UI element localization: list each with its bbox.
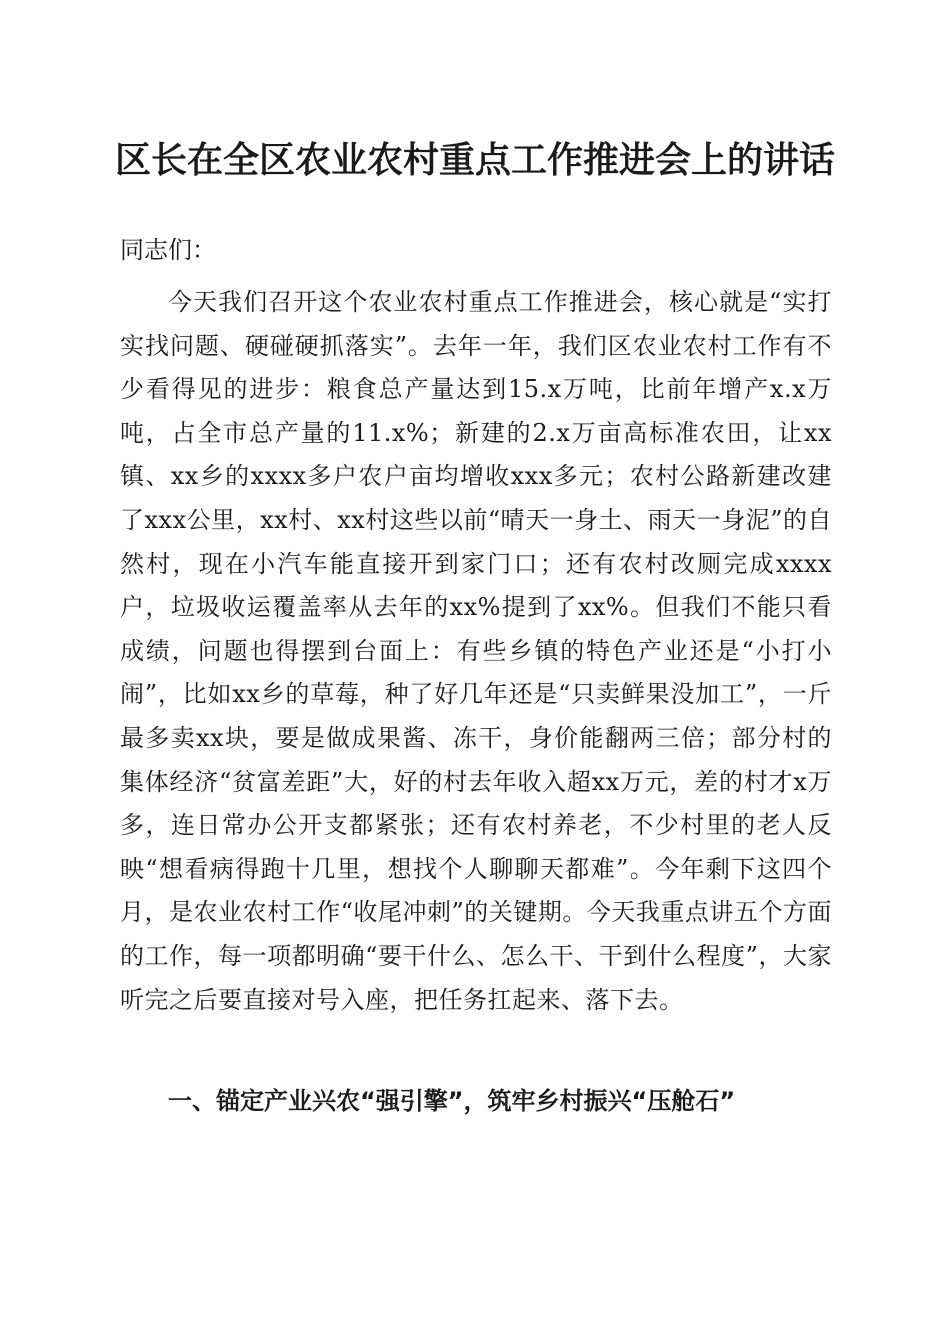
intro-paragraph: 今天我们召开这个农业农村重点工作推进会，核心就是“实打实找问题、硬碰硬抓落实”。去年一年，我们区农业农村工作有不少看得见的进步：粮食总产量达到15.x万吨，比前年增产x.x万吨，占全市总产量的11.x%；新建的2.x万亩高标准农田，让xx镇、xx乡的xxxx多户农户亩均增收xxx多元；农村公路新建改建了xxx公里，xx村、xx村这些以前“晴天一身土、雨天一身泥”的自然村，现在小汽车能直接开到家门口；还有农村改厕完成xxxx户，垃圾收运覆盖率从去年的xx%提到了xx%。但我们不能只看成绩，问题也得摆到台面上：有些乡镇的特色产业还是“小打小闹”，比如xx乡的草莓，种了好几年还是“只卖鲜果没加工”，一斤最多卖xx块，要是做成果酱、冻干，身价能翻两三倍；部分村的集体经济“贫富差距”大，好的村去年收入超xx万元，差的村才x万多，连日常办公开支都紧张；还有农村养老，不少村里的老人反映“想看病得跑十几里，想找个人聊聊天都难”。今年剩下这四个月，是农业农村工作“收尾冲刺”的关键期。今天我重点讲五个方面的工作，每一项都明确“要干什么、怎么干、干到什么程度”，大家听完之后要直接对号入座，把任务扛起来、落下去。 [120, 288, 832, 1014]
section-heading: 一、锚定产业兴农“强引擎”，筑牢乡村振兴“压舱石” [168, 1087, 736, 1115]
document-title: 区长在全区农业农村重点工作推进会上的讲话 [114, 139, 835, 181]
salutation: 同志们： [120, 236, 216, 264]
